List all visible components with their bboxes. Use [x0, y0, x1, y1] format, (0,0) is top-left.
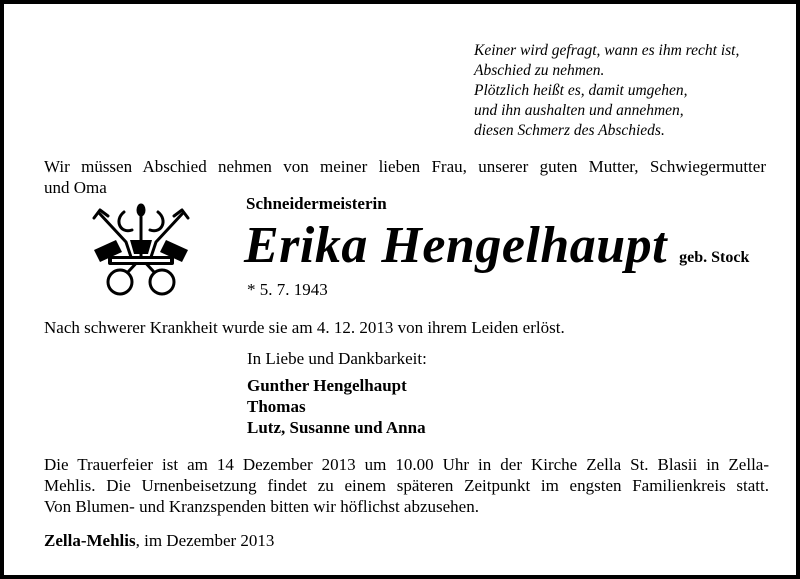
place-date: [44, 530, 274, 551]
profession-label: Schneidermeisterin: [246, 194, 387, 213]
service-line: Mehlis. Die Urnenbeisetzung findet zu einem späteren Zeitpunkt im engsten Familienkreis statt.: [44, 476, 769, 495]
deceased-name-row: [244, 216, 749, 276]
poem-line: diesen Schmerz des Abschieds.: [474, 122, 665, 139]
date-text: , im Dezember 2013: [135, 531, 275, 550]
mourner: Gunther Hengelhaupt: [247, 376, 407, 395]
poem-line: Abschied zu nehmen.: [474, 62, 605, 79]
mourner: Thomas: [247, 397, 306, 416]
mourner: Lutz, Susanne und Anna: [247, 418, 426, 437]
intro-line: und Oma: [44, 178, 107, 197]
service-info: [44, 454, 769, 517]
gratitude-line: In Liebe und Dankbarkeit:: [247, 349, 427, 368]
mourners-list: [247, 375, 426, 438]
death-notice: Nach schwerer Krankheit wurde sie am 4. 12. 2013 von ihrem Leiden erlöst.: [44, 318, 565, 337]
poem-line: Plötzlich heißt es, damit umgehen,: [474, 82, 688, 99]
poem-line: und ihn aushalten und annehmen,: [474, 102, 684, 119]
service-line: Die Trauerfeier ist am 14 Dezember 2013 um 10.00 Uhr in der Kirche Zella St. Blasii in Zella-: [44, 455, 769, 474]
intro-line: Wir müssen Abschied nehmen von meiner lieben Frau, unserer guten Mutter, Schwiegermutter: [44, 157, 766, 176]
poem: [474, 41, 794, 141]
poem-line: Keiner wird gefragt, wann es ihm recht ist,: [474, 42, 740, 59]
birth-date: * 5. 7. 1943: [247, 280, 328, 299]
place-name: Zella-Mehlis: [44, 531, 136, 550]
maiden-name: geb. Stock: [679, 249, 750, 266]
service-line: Von Blumen- und Kranzspenden bitten wir höflichst abzusehen.: [44, 497, 479, 516]
deceased-name: Erika Hengelhaupt: [244, 217, 668, 274]
tailor-guild-emblem-icon: [86, 200, 196, 302]
intro-text: [44, 156, 766, 198]
